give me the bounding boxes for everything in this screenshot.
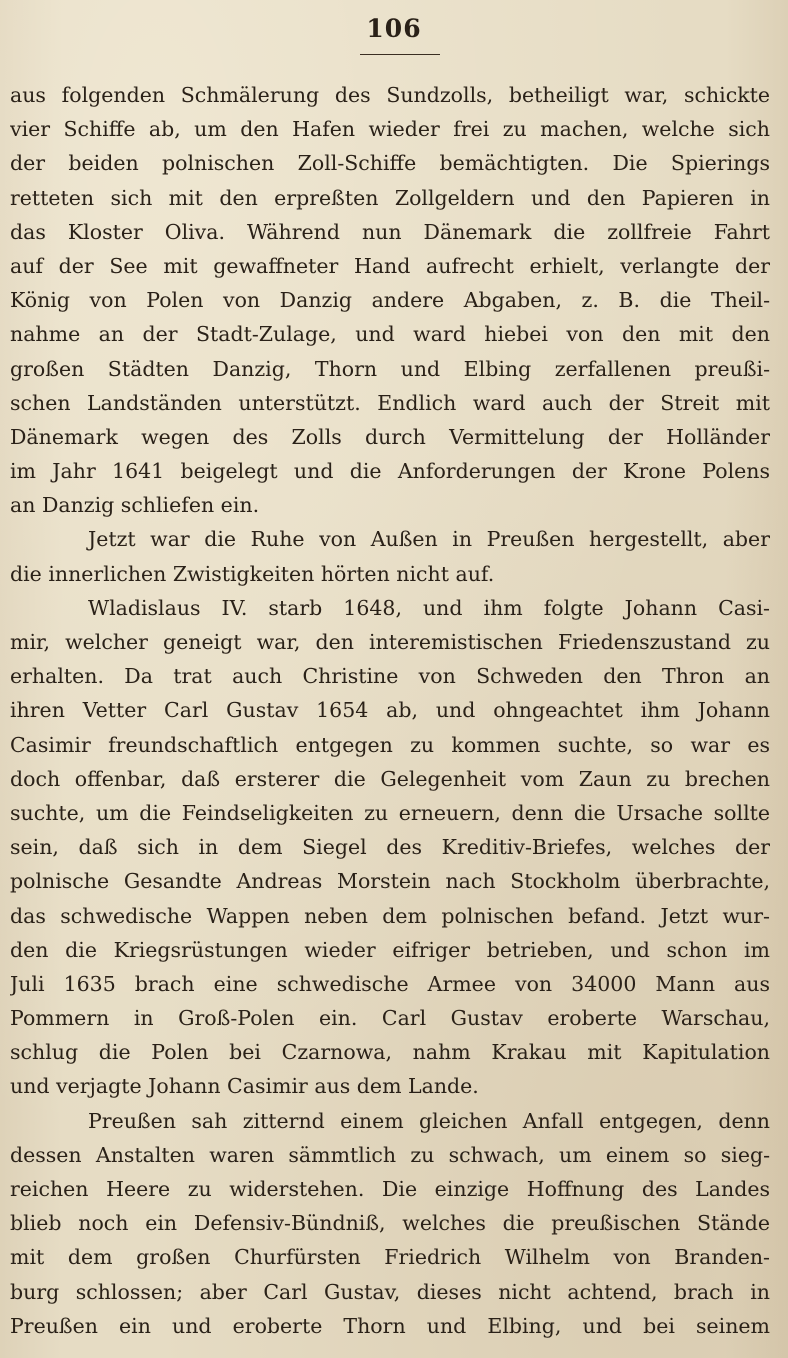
text-line: sein, daß sich in dem Siegel des Kreditiv-Briefes, welches der — [10, 835, 770, 860]
text-line: ihren Vetter Carl Gustav 1654 ab, und ohngeachtet ihm Johann — [10, 698, 770, 723]
text-line: aus folgenden Schmälerung des Sundzolls, betheiligt war, schickte — [10, 83, 770, 107]
text-line: den die Kriegsrüstungen wieder eifriger betrieben, und schon im — [10, 937, 770, 962]
text-line: retteten sich mit den erpreßten Zollgeldern und den Papieren in — [10, 185, 770, 210]
text-line: blieb noch ein Defensiv-Bündniß, welches die preußischen Stände — [10, 1211, 770, 1236]
text-line: nahme an der Stadt-Zulage, und ward hiebei von den mit den — [10, 322, 770, 347]
text-line: suchte, um die Feindseligkeiten zu erneuern, denn die Ursache sollte — [10, 800, 770, 825]
header-rule — [360, 54, 440, 55]
text-line: doch offenbar, daß ersterer die Gelegenheit vom Zaun zu brechen — [10, 766, 770, 791]
text-line: burg schlossen; aber Carl Gustav, dieses nicht achtend, brach in — [10, 1279, 770, 1304]
text-line: das schwedische Wappen neben dem polnischen befand. Jetzt wur- — [10, 903, 770, 928]
text-line: Jetzt war die Ruhe von Außen in Preußen hergestellt, aber — [88, 527, 770, 552]
text-line: Dänemark wegen des Zolls durch Vermittelung der Holländer — [10, 424, 770, 449]
text-line: Juli 1635 brach eine schwedische Armee von 34000 Mann aus — [10, 971, 770, 996]
text-line: an Danzig schliefen ein. — [10, 493, 260, 518]
text-line: Preußen sah zitternd einem gleichen Anfall entgegen, denn — [88, 1108, 770, 1133]
text-line: schlug die Polen bei Czarnowa, nahm Krakau mit Kapitulation — [10, 1040, 770, 1065]
text-line: vier Schiffe ab, um den Hafen wieder frei zu machen, welche sich — [10, 117, 770, 142]
text-line: der beiden polnischen Zoll-Schiffe bemächtigten. Die Spierings — [10, 151, 770, 176]
body-text — [10, 78, 770, 1343]
text-line: großen Städten Danzig, Thorn und Elbing zerfallenen preußi- — [10, 356, 770, 381]
text-line: schen Landständen unterstützt. Endlich ward auch der Streit mit — [10, 390, 770, 415]
text-line: Pommern in Groß-Polen ein. Carl Gustav eroberte Warschau, — [10, 1006, 770, 1031]
text-line: reichen Heere zu widerstehen. Die einzige Hoffnung des Landes — [10, 1177, 770, 1201]
text-line: auf der See mit gewaffneter Hand aufrecht erhielt, verlangte der — [10, 253, 770, 278]
paragraph — [10, 78, 770, 522]
text-line: polnische Gesandte Andreas Morstein nach Stockholm überbrachte, — [10, 869, 770, 894]
text-line: das Kloster Oliva. Während nun Dänemark die zollfreie Fahrt — [10, 219, 770, 244]
text-line: Casimir freundschaftlich entgegen zu kommen suchte, so war es — [10, 732, 770, 757]
paragraph — [10, 591, 770, 1104]
text-line: die innerlichen Zwistigkeiten hörten nicht auf. — [10, 561, 495, 586]
text-line: erhalten. Da trat auch Christine von Schweden den Thron an — [10, 664, 770, 689]
text-line: dessen Anstalten waren sämmtlich zu schwach, um einem so sieg- — [10, 1142, 770, 1167]
text-line: mir, welcher geneigt war, den interemistischen Friedenszustand zu — [10, 630, 770, 654]
text-line: und verjagte Johann Casimir aus dem Lande. — [10, 1074, 479, 1099]
text-line: Wladislaus IV. starb 1648, und ihm folgte Johann Casi- — [88, 595, 770, 620]
paragraph — [10, 1104, 770, 1343]
text-line: mit dem großen Churfürsten Friedrich Wilhelm von Branden- — [10, 1245, 770, 1270]
page-number: 106 — [366, 14, 422, 43]
text-line: König von Polen von Danzig andere Abgaben, z. B. die Theil- — [10, 288, 770, 313]
text-line: Preußen ein und eroberte Thorn und Elbing, und bei seinem — [10, 1313, 770, 1338]
paragraph — [10, 522, 770, 590]
text-line: im Jahr 1641 beigelegt und die Anforderungen der Krone Polens — [10, 459, 770, 484]
